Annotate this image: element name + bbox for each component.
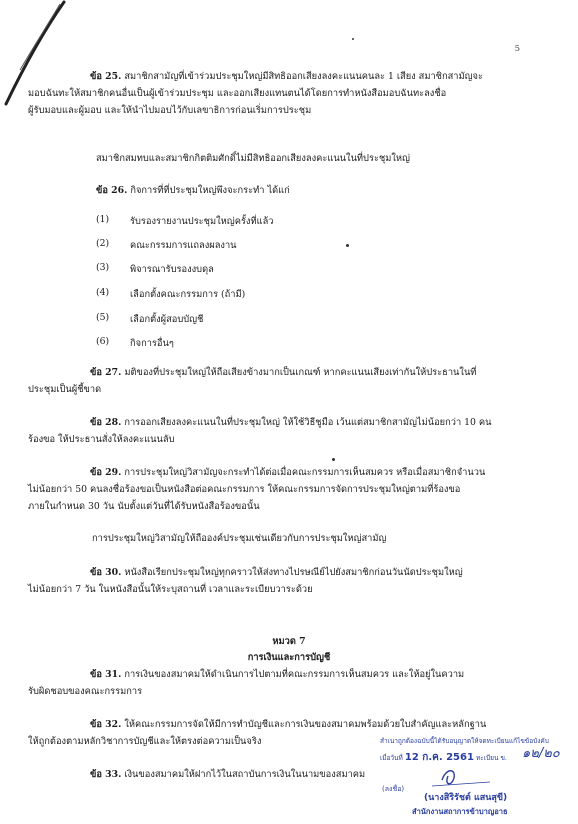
article-28: [28, 414, 520, 448]
article-30-line-2: ไม่น้อยกว่า 7 วัน ในหนังสือนั้นให้ระบุสถานที่ เวลาและระเบียบวาระด้วย: [28, 584, 313, 595]
article-25-label: ข้อ 25.: [90, 71, 122, 82]
article-27: [28, 364, 520, 398]
stamp-registration-number: ๑๒/๒๐: [522, 746, 560, 761]
list-item-number: (5): [96, 312, 110, 323]
article-33-label: ข้อ 33.: [90, 769, 122, 780]
article-29-line-1: การประชุมใหญ่วิสามัญจะกระทำได้ต่อเมื่อคณะกรรมการเห็นสมควร หรือเมื่อสมาชิกจำนวน: [124, 467, 486, 478]
stamp-line-1: สำเนาถูกต้องฉบับนี้ได้รับอนุญาตให้จดทะเบียนแก้ไขข้อบังคับ: [380, 737, 549, 745]
article-29-note: การประชุมใหญ่วิสามัญให้ถือองค์ประชุมเช่นเดียวกับการประชุมใหญ่สามัญ: [92, 533, 387, 544]
article-26-label: ข้อ 26.: [96, 185, 128, 196]
list-item-number: (2): [96, 238, 110, 249]
ink-speck: [332, 458, 335, 461]
list-item-text: เลือกตั้งคณะกรรมการ (ถ้ามี): [130, 289, 246, 300]
list-item-number: (4): [96, 287, 110, 298]
article-25-line-1: สมาชิกสามัญที่เข้าร่วมประชุมใหญ่มีสิทธิออกเสียงลงคะแนนคนละ 1 เสียง สมาชิกสามัญจะ: [124, 71, 483, 82]
list-item-text: คณะกรรมการแถลงผลงาน: [130, 240, 237, 251]
stamp-signed-label: (ลงชื่อ): [382, 785, 405, 793]
article-25-line-2: มอบฉันทะให้สมาชิกคนอื่นเป็นผู้เข้าร่วมประชุม และออกเสียงแทนตนได้โดยการทำหนังสือมอบฉันทะลงชื่อ: [28, 88, 447, 99]
article-29: [28, 464, 520, 515]
article-25-line-3: ผู้รับมอบและผู้มอบ และให้นำไปมอบไว้กับเลขาธิการก่อนเริ่มการประชุม: [28, 105, 312, 116]
stamp-signer-office: สำนักงานสถาการข้าบาญอาธ: [412, 807, 508, 816]
list-item-number: (3): [96, 262, 110, 273]
article-25-note: สมาชิกสมทบและสมาชิกกิตติมศักดิ์ไม่มีสิทธิออกเสียงลงคะแนนในที่ประชุมใหญ่: [96, 153, 410, 164]
stamp-date-prefix: เมื่อวันที่: [380, 754, 403, 762]
chapter-title: การเงินและการบัญชี: [247, 652, 331, 663]
list-item-number: (1): [96, 214, 110, 225]
article-33: [28, 766, 368, 783]
stamp-signer-name: (นางสิริรัชต์ แสนสุขี): [424, 793, 508, 803]
article-26-intro-line: [28, 182, 526, 199]
chapter-number: หมวด 7: [272, 636, 306, 647]
list-item-text: พิจารณารับรองงบดุล: [130, 264, 214, 275]
stamp-line-2: [380, 750, 507, 765]
article-32-line-2: ให้ถูกต้องตามหลักวิชาการบัญชีและให้ตรงต่อความเป็นจริง: [28, 736, 262, 747]
article-30: [28, 564, 520, 598]
ink-speck: [346, 244, 349, 247]
article-29-line-2: ไม่น้อยกว่า 50 คนลงชื่อร้องขอเป็นหนังสือต่อคณะกรรมการ ให้คณะกรรมการจัดการประชุมใหญ่ตามที่ร้องขอ: [28, 484, 461, 495]
stamp-date: 12 ก.ค. 2561: [404, 752, 474, 763]
stamp-reg-prefix: ทะเบียน ข.: [476, 754, 507, 762]
list-item-text: กิจการอื่นๆ: [130, 338, 174, 349]
article-28-label: ข้อ 28.: [90, 417, 122, 428]
article-32-line-1: ให้คณะกรรมการจัดให้มีการทำบัญชีและการเงินของสมาคมพร้อมด้วยใบสำคัญและหลักฐาน: [124, 719, 487, 730]
list-item-text: รับรองรายงานประชุมใหญ่ครั้งที่แล้ว: [130, 216, 274, 227]
article-31: [28, 666, 520, 700]
registration-stamp: [372, 732, 578, 824]
article-30-label: ข้อ 30.: [90, 567, 122, 578]
article-33-line-1: เงินของสมาคมให้ฝากไว้ในสถาบันการเงินในนามของสมาคม: [124, 769, 366, 780]
article-31-line-2: รับผิดชอบของคณะกรรมการ: [28, 686, 143, 697]
article-26-intro: กิจการที่ที่ประชุมใหญ่พึงจะกระทำ ได้แก่: [130, 185, 290, 196]
article-30-line-1: หนังสือเรียกประชุมใหญ่ทุกคราวให้ส่งทางไปรษณีย์ไปยังสมาชิกก่อนวันนัดประชุมใหญ่: [124, 567, 463, 578]
page-number: 5: [514, 44, 520, 54]
list-item-text: เลือกตั้งผู้สอบบัญชี: [130, 314, 204, 325]
article-27-line-1: มติของที่ประชุมใหญ่ให้ถือเสียงข้างมากเป็นเกณฑ์ หากคะแนนเสียงเท่ากันให้ประธานในที่: [124, 367, 477, 378]
article-28-line-1: การออกเสียงลงคะแนนในที่ประชุมใหญ่ ให้ใช้วิธีชูมือ เว้นแต่สมาชิกสามัญไม่น้อยกว่า 10 คน: [124, 417, 492, 428]
article-27-label: ข้อ 27.: [90, 367, 122, 378]
article-27-line-2: ประชุมเป็นผู้ชี้ขาด: [28, 384, 102, 395]
article-32-label: ข้อ 32.: [90, 719, 122, 730]
article-29-line-3: ภายในกำหนด 30 วัน นับตั้งแต่วันที่ได้รับหนังสือร้องขอนั้น: [28, 501, 260, 512]
ink-speck: [352, 38, 354, 40]
article-28-line-2: ร้องขอ ให้ประธานสั่งให้ลงคะแนนลับ: [28, 434, 175, 445]
article-31-line-1: การเงินของสมาคมให้ดำเนินการไปตามที่คณะกรรมการเห็นสมควร และให้อยู่ในความ: [124, 669, 465, 680]
article-31-label: ข้อ 31.: [90, 669, 122, 680]
list-item-number: (6): [96, 336, 110, 347]
article-29-label: ข้อ 29.: [90, 467, 122, 478]
article-25: [28, 68, 520, 119]
